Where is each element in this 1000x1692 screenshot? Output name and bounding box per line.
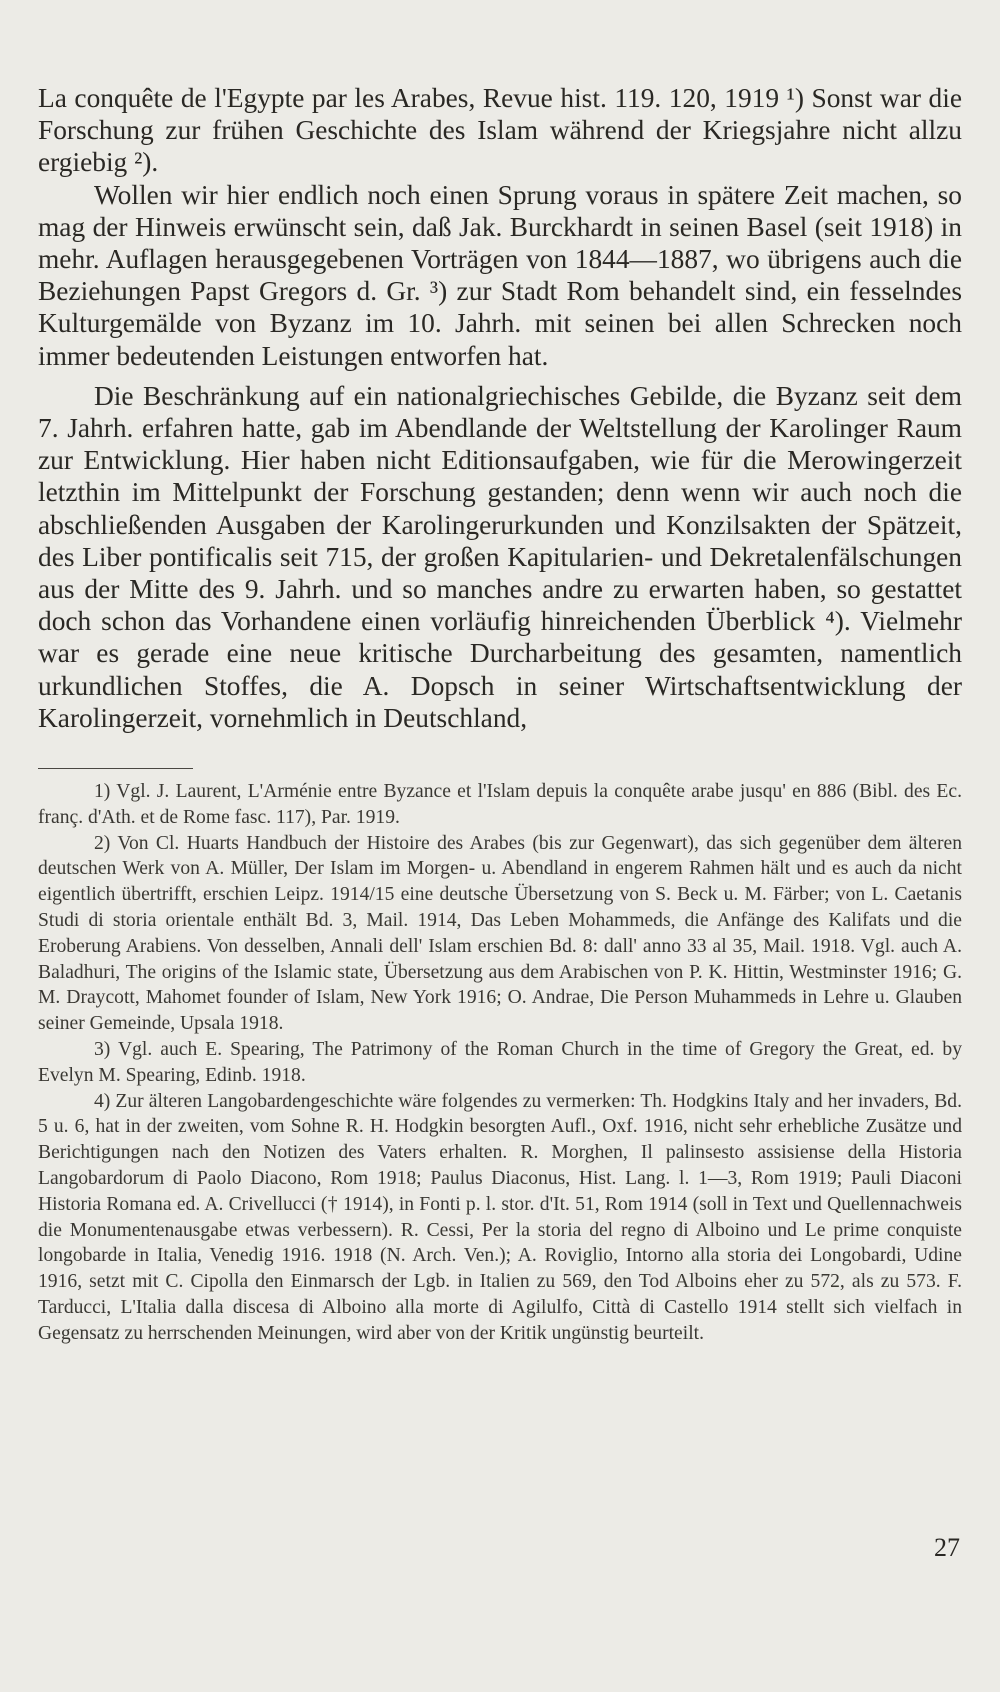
footnote-2: 2) Von Cl. Huarts Handbuch der Histoire des Arabes (bis zur Gegenwart), das sich gegenüber dem älteren deutschen Werk von A. Müller, Der Islam im Morgen- u. Abendland in engerem Rahmen hält und es auch da nicht eigentlich übertrifft, erschien Leipz. 1914/15 eine deutsche Übersetzung von S. Beck u. M. Färber; von L. Caetanis Studi di storia orientale enthält Bd. 3, Mail. 1914, Das Leben Mohammeds, die Anfänge des Kalifats und die Eroberung Arabiens. Von desselben, Annali dell' Islam erschien Bd. 8: dall' anno 33 al 35, Mail. 1918. Vgl. auch A. Baladhuri, The origins of the Islamic state, Übersetzung aus dem Arabischen von P. K. Hittin, Westminster 1916; G. M. Draycott, Mahomet founder of Islam, New York 1916; O. Andrae, Die Person Muhammeds in Lehre u. Glauben seiner Gemeinde, Upsala 1918. xyxy=(38,832,962,1035)
footnote-4: 4) Zur älteren Langobardengeschichte wäre folgendes zu vermerken: Th. Hodgkins Italy and her invaders, Bd. 5 u. 6, hat in der zweiten, vom Sohne R. H. Hodgkin besorgten Aufl., Oxf. 1916, nicht sehr erhebliche Zusätze und Berichtigungen nach den Notizen des Vaters erhalten. R. Morghen, Il palinsesto assisiense della Historia Langobardorum di Paolo Diacono, Rom 1918; Paulus Diaconus, Hist. Lang. l. 1—3, Rom 1919; Pauli Diaconi Historia Romana ed. A. Crivellucci († 1914), in Fonti p. l. stor. d'It. 51, Rom 1914 (soll in Text und Quellennachweis die Monumentenausgabe etwas verbessern). R. Cessi, Per la storia del regno di Alboino und Le prime conquiste longobarde in Italia, Venedig 1916. 1918 (N. Arch. Ven.); A. Roviglio, Intorno alla storia dei Longobardi, Udine 1916, setzt mit C. Cipolla den Einmarsch der Lgb. in Italien zu 569, den Tod Alboins eher zu 572, als zu 573. F. Tarducci, L'Italia dalla discesa di Alboino alla morte di Agilulfo, Città di Castello 1914 stellt sich vielfach in Gegensatz zu herrschenden Meinungen, wird aber von der Kritik ungünstig beurteilt. xyxy=(38,1090,962,1344)
footnote-3: 3) Vgl. auch E. Spearing, The Patrimony of the Roman Church in the time of Gregory the Great, ed. by Evelyn M. Spearing, Edinb. 1918. xyxy=(38,1039,962,1086)
paragraph-1: La conquête de l'Egypte par les Arabes, Revue hist. 119. 120, 1919 ¹) Sonst war die Forschung zur frühen Geschichte des Islam während der Kriegsjahre nicht allzu ergiebig ²). xyxy=(38,83,962,178)
footnote-1: 1) Vgl. J. Laurent, L'Arménie entre Byzance et l'Islam depuis la conquête arabe jusqu' en 886 (Bibl. des Ec. franç. d'Ath. et de Rome fasc. 117), Par. 1919. xyxy=(38,781,962,828)
main-text xyxy=(38,82,962,734)
footnotes xyxy=(38,779,962,1347)
page-content xyxy=(38,82,962,1347)
paragraph-3: Die Beschränkung auf ein nationalgriechisches Gebilde, die Byzanz seit dem 7. Jahrh. erfahren hatte, gab im Abendlande der Weltstellung der Karolinger Raum zur Entwicklung. Hier haben nicht Editionsaufgaben, wie für die Merowingerzeit letzthin im Mittelpunkt der Forschung gestanden; denn wenn wir auch noch die abschließenden Ausgaben der Karolingerurkunden und Konzilsakten der Spätzeit, des Liber pontificalis seit 715, der großen Kapitularien- und Dekretalenfälschungen aus der Mitte des 9. Jahrh. und so manches andre zu erwarten haben, so gestattet doch schon das Vorhandene einen vorläufig hinreichenden Überblick ⁴). Vielmehr war es gerade eine neue kritische Durcharbeitung des gesamten, namentlich urkundlichen Stoffes, die A. Dopsch in seiner Wirtschaftsentwicklung der Karolingerzeit, vornehmlich in Deutschland, xyxy=(38,380,962,733)
page-number: 27 xyxy=(934,1533,960,1562)
paragraph-2: Wollen wir hier endlich noch einen Sprung voraus in spätere Zeit machen, so mag der Hinweis erwünscht sein, daß Jak. Burckhardt in seinen Basel (seit 1918) in mehr. Auflagen herausgegebenen Vorträgen von 1844—1887, wo übrigens auch die Beziehungen Papst Gregors d. Gr. ³) zur Stadt Rom behandelt sind, ein fesselndes Kulturgemälde von Byzanz im 10. Jahrh. mit seinen bei allen Schrecken noch immer bedeutenden Leistungen entworfen hat. xyxy=(38,179,962,371)
footnote-divider xyxy=(38,768,193,769)
